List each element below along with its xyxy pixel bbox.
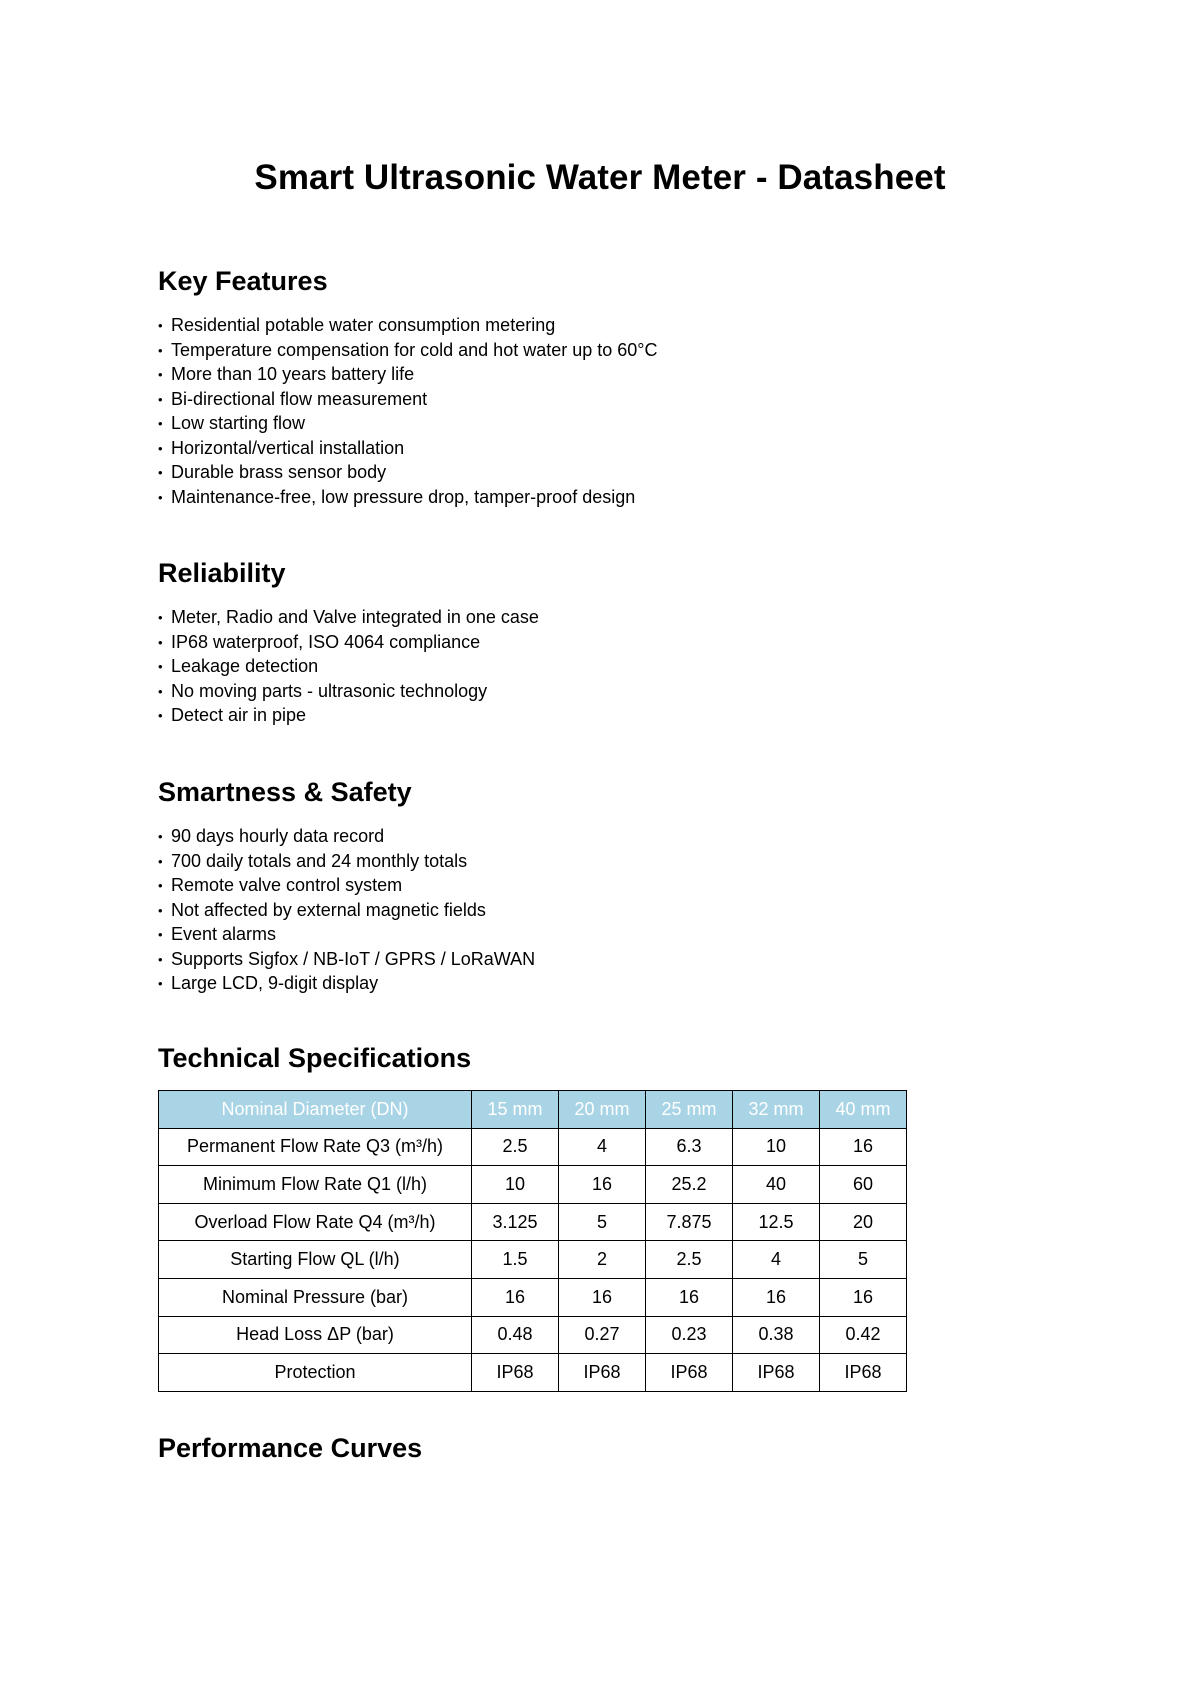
table-cell: IP68 bbox=[559, 1354, 646, 1392]
list-item: • More than 10 years battery life bbox=[158, 362, 657, 387]
table-row bbox=[159, 1128, 907, 1166]
table-row-label: Nominal Pressure (bar) bbox=[159, 1278, 472, 1316]
heading-performance-curves: Performance Curves bbox=[158, 1433, 423, 1463]
table-cell: 4 bbox=[733, 1241, 820, 1279]
list-key-features bbox=[158, 313, 657, 509]
table-cell: 10 bbox=[472, 1166, 559, 1204]
list-item: • Low starting flow bbox=[158, 411, 657, 436]
table-cell: 2 bbox=[559, 1241, 646, 1279]
table-header-cell: Nominal Diameter (DN) bbox=[159, 1091, 472, 1129]
list-item: • Event alarms bbox=[158, 922, 535, 947]
table-cell: 5 bbox=[559, 1203, 646, 1241]
table-cell: 2.5 bbox=[472, 1128, 559, 1166]
table-cell: 0.42 bbox=[820, 1316, 907, 1354]
table-cell: 0.27 bbox=[559, 1316, 646, 1354]
table-cell: 3.125 bbox=[472, 1203, 559, 1241]
list-smartness-safety bbox=[158, 824, 535, 996]
heading-smartness-safety: Smartness & Safety bbox=[158, 777, 412, 807]
table-cell: 16 bbox=[559, 1166, 646, 1204]
list-item: • 90 days hourly data record bbox=[158, 824, 535, 849]
table-cell: 7.875 bbox=[646, 1203, 733, 1241]
table-cell: 0.38 bbox=[733, 1316, 820, 1354]
list-item: • Detect air in pipe bbox=[158, 703, 539, 728]
table-row-label: Overload Flow Rate Q4 (m³/h) bbox=[159, 1203, 472, 1241]
table-cell: 2.5 bbox=[646, 1241, 733, 1279]
table-cell: 16 bbox=[472, 1278, 559, 1316]
table-header-row bbox=[159, 1091, 907, 1129]
table-cell: 5 bbox=[820, 1241, 907, 1279]
list-item: • Temperature compensation for cold and hot water up to 60°C bbox=[158, 338, 657, 363]
table-row-label: Protection bbox=[159, 1354, 472, 1392]
list-item: • 700 daily totals and 24 monthly totals bbox=[158, 849, 535, 874]
table-row bbox=[159, 1241, 907, 1279]
table-header-cell: 25 mm bbox=[646, 1091, 733, 1129]
list-item: • Durable brass sensor body bbox=[158, 460, 657, 485]
table-row bbox=[159, 1166, 907, 1204]
list-item: • No moving parts - ultrasonic technology bbox=[158, 679, 539, 704]
list-item: • Not affected by external magnetic fields bbox=[158, 898, 535, 923]
table-header-cell: 20 mm bbox=[559, 1091, 646, 1129]
list-item: • Maintenance-free, low pressure drop, tamper-proof design bbox=[158, 485, 657, 510]
list-item: • Leakage detection bbox=[158, 654, 539, 679]
list-item: • Remote valve control system bbox=[158, 873, 535, 898]
table-cell: 16 bbox=[646, 1278, 733, 1316]
table-cell: 0.23 bbox=[646, 1316, 733, 1354]
table-cell: 20 bbox=[820, 1203, 907, 1241]
table-cell: IP68 bbox=[820, 1354, 907, 1392]
spec-table bbox=[158, 1090, 907, 1392]
table-cell: IP68 bbox=[472, 1354, 559, 1392]
table-row bbox=[159, 1354, 907, 1392]
table-cell: 40 bbox=[733, 1166, 820, 1204]
list-item: • Supports Sigfox / NB-IoT / GPRS / LoRaWAN bbox=[158, 947, 535, 972]
table-header-cell: 15 mm bbox=[472, 1091, 559, 1129]
table-cell: 16 bbox=[820, 1128, 907, 1166]
document-title: Smart Ultrasonic Water Meter - Datasheet bbox=[254, 158, 946, 197]
table-row bbox=[159, 1278, 907, 1316]
table-row-label: Permanent Flow Rate Q3 (m³/h) bbox=[159, 1128, 472, 1166]
heading-reliability: Reliability bbox=[158, 558, 286, 588]
table-row-label: Starting Flow QL (l/h) bbox=[159, 1241, 472, 1279]
list-item: • Horizontal/vertical installation bbox=[158, 436, 657, 461]
list-item: • IP68 waterproof, ISO 4064 compliance bbox=[158, 630, 539, 655]
table-row-label: Head Loss ΔP (bar) bbox=[159, 1316, 472, 1354]
heading-technical-specifications: Technical Specifications bbox=[158, 1043, 472, 1073]
table-cell: 16 bbox=[559, 1278, 646, 1316]
table-cell: 0.48 bbox=[472, 1316, 559, 1354]
list-item: • Residential potable water consumption metering bbox=[158, 313, 657, 338]
table-cell: 10 bbox=[733, 1128, 820, 1166]
table-cell: 16 bbox=[820, 1278, 907, 1316]
table-row bbox=[159, 1203, 907, 1241]
list-item: • Large LCD, 9-digit display bbox=[158, 971, 535, 996]
table-cell: 16 bbox=[733, 1278, 820, 1316]
table-cell: 12.5 bbox=[733, 1203, 820, 1241]
table-cell: 25.2 bbox=[646, 1166, 733, 1204]
table-header-cell: 40 mm bbox=[820, 1091, 907, 1129]
heading-key-features: Key Features bbox=[158, 266, 328, 296]
table-cell: 6.3 bbox=[646, 1128, 733, 1166]
table-row bbox=[159, 1316, 907, 1354]
table-cell: IP68 bbox=[646, 1354, 733, 1392]
table-cell: IP68 bbox=[733, 1354, 820, 1392]
table-cell: 1.5 bbox=[472, 1241, 559, 1279]
list-item: • Bi-directional flow measurement bbox=[158, 387, 657, 412]
table-cell: 60 bbox=[820, 1166, 907, 1204]
table-header-cell: 32 mm bbox=[733, 1091, 820, 1129]
list-reliability bbox=[158, 605, 539, 728]
list-item: • Meter, Radio and Valve integrated in one case bbox=[158, 605, 539, 630]
table-row-label: Minimum Flow Rate Q1 (l/h) bbox=[159, 1166, 472, 1204]
table-cell: 4 bbox=[559, 1128, 646, 1166]
